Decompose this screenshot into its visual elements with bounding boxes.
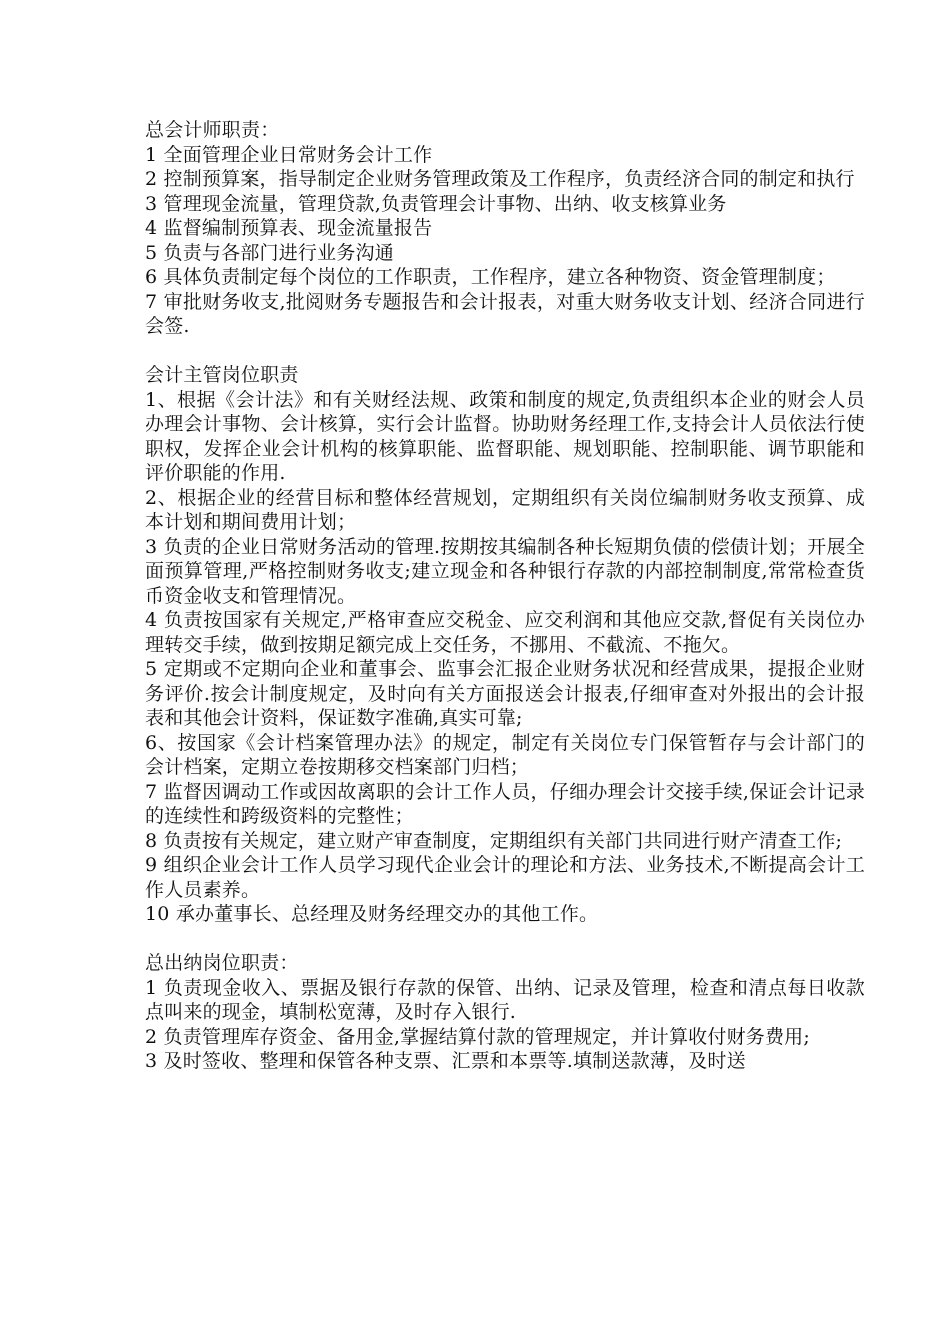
duty-item: 4 监督编制预算表、现金流量报告 xyxy=(145,217,433,239)
duty-item: 4 负责按国家有关规定,严格审查应交税金、应交利润和其他应交款,督促有关岗位办理转交手续，做到按期足额完成上交任务，不挪用、不截流、不拖欠。 xyxy=(145,609,865,656)
chief-cashier-section xyxy=(145,951,865,1074)
duty-item: 9 组织企业会计工作人员学习现代企业会计的理论和方法、业务技术,不断提高会计工作人员素养。 xyxy=(145,854,865,901)
section-title: 总会计师职责： xyxy=(145,119,280,141)
duty-item: 6、按国家《会计档案管理办法》的规定，制定有关岗位专门保管暂存与会计部门的会计档案，定期立卷按期移交档案部门归档； xyxy=(145,731,865,778)
duty-item: 1、根据《会计法》和有关财经法规、政策和制度的规定,负责组织本企业的财会人员办理会计事物、会计核算，实行会计监督。协助财务经理工作,支持会计人员依法行使职权，发挥企业会计机构的核算职能、监督职能、规划职能、控制职能、调节职能和评价职能的作用. xyxy=(145,388,865,484)
duty-item: 3 负责的企业日常财务活动的管理.按期按其编制各种长短期负债的偿债计划；开展全面预算管理,严格控制财务收支;建立现金和各种银行存款的内部控制制度,常常检查货币资金收支和管理情况。 xyxy=(145,535,865,607)
duty-item: 3 及时签收、整理和保管各种支票、汇票和本票等.填制送款薄，及时送 xyxy=(145,1050,746,1072)
duty-item: 3 管理现金流量，管理贷款,负责管理会计事物、出纳、收支核算业务 xyxy=(145,192,727,215)
accounting-supervisor-section xyxy=(145,363,865,927)
duty-item: 2、根据企业的经营目标和整体经营规划，定期组织有关岗位编制财务收支预算、成本计划和期间费用计划； xyxy=(145,486,865,533)
duty-item: 7 监督因调动工作或因故离职的会计工作人员，仔细办理会计交接手续,保证会计记录的连续性和跨级资料的完整性； xyxy=(145,780,865,827)
duty-item: 5 负责与各部门进行业务沟通 xyxy=(145,241,394,264)
section-title: 会计主管岗位职责 xyxy=(145,364,299,386)
duty-item: 6 具体负责制定每个岗位的工作职责，工作程序，建立各种物资、资金管理制度； xyxy=(145,266,836,288)
duty-item: 2 负责管理库存资金、备用金,掌握结算付款的管理规定，并计算收付财务费用; xyxy=(145,1025,810,1048)
duty-item: 7 审批财务收支,批阅财务专题报告和会计报表，对重大财务收支计划、经济合同进行会签. xyxy=(145,290,865,337)
duty-item: 10 承办董事长、总经理及财务经理交办的其他工作。 xyxy=(145,903,599,925)
duty-item: 2 控制预算案，指导制定企业财务管理政策及工作程序，负责经济合同的制定和执行 xyxy=(145,168,855,190)
section-title: 总出纳岗位职责： xyxy=(145,952,299,974)
chief-accountant-section xyxy=(145,118,865,339)
duty-item: 5 定期或不定期向企业和董事会、监事会汇报企业财务状况和经营成果，提报企业财务评价.按会计制度规定，及时向有关方面报送会计报表,仔细审查对外报出的会计报表和其他会计资料，保证数字准确,真实可靠; xyxy=(145,658,865,729)
duty-item: 8 负责按有关规定，建立财产审查制度，定期组织有关部门共同进行财产清查工作; xyxy=(145,829,843,852)
document-page xyxy=(145,118,865,1098)
duty-item: 1 负责现金收入、票据及银行存款的保管、出纳、记录及管理，检查和清点每日收款点叫来的现金，填制松宽薄，及时存入银行. xyxy=(145,976,865,1023)
duty-item: 1 全面管理企业日常财务会计工作 xyxy=(145,143,433,166)
